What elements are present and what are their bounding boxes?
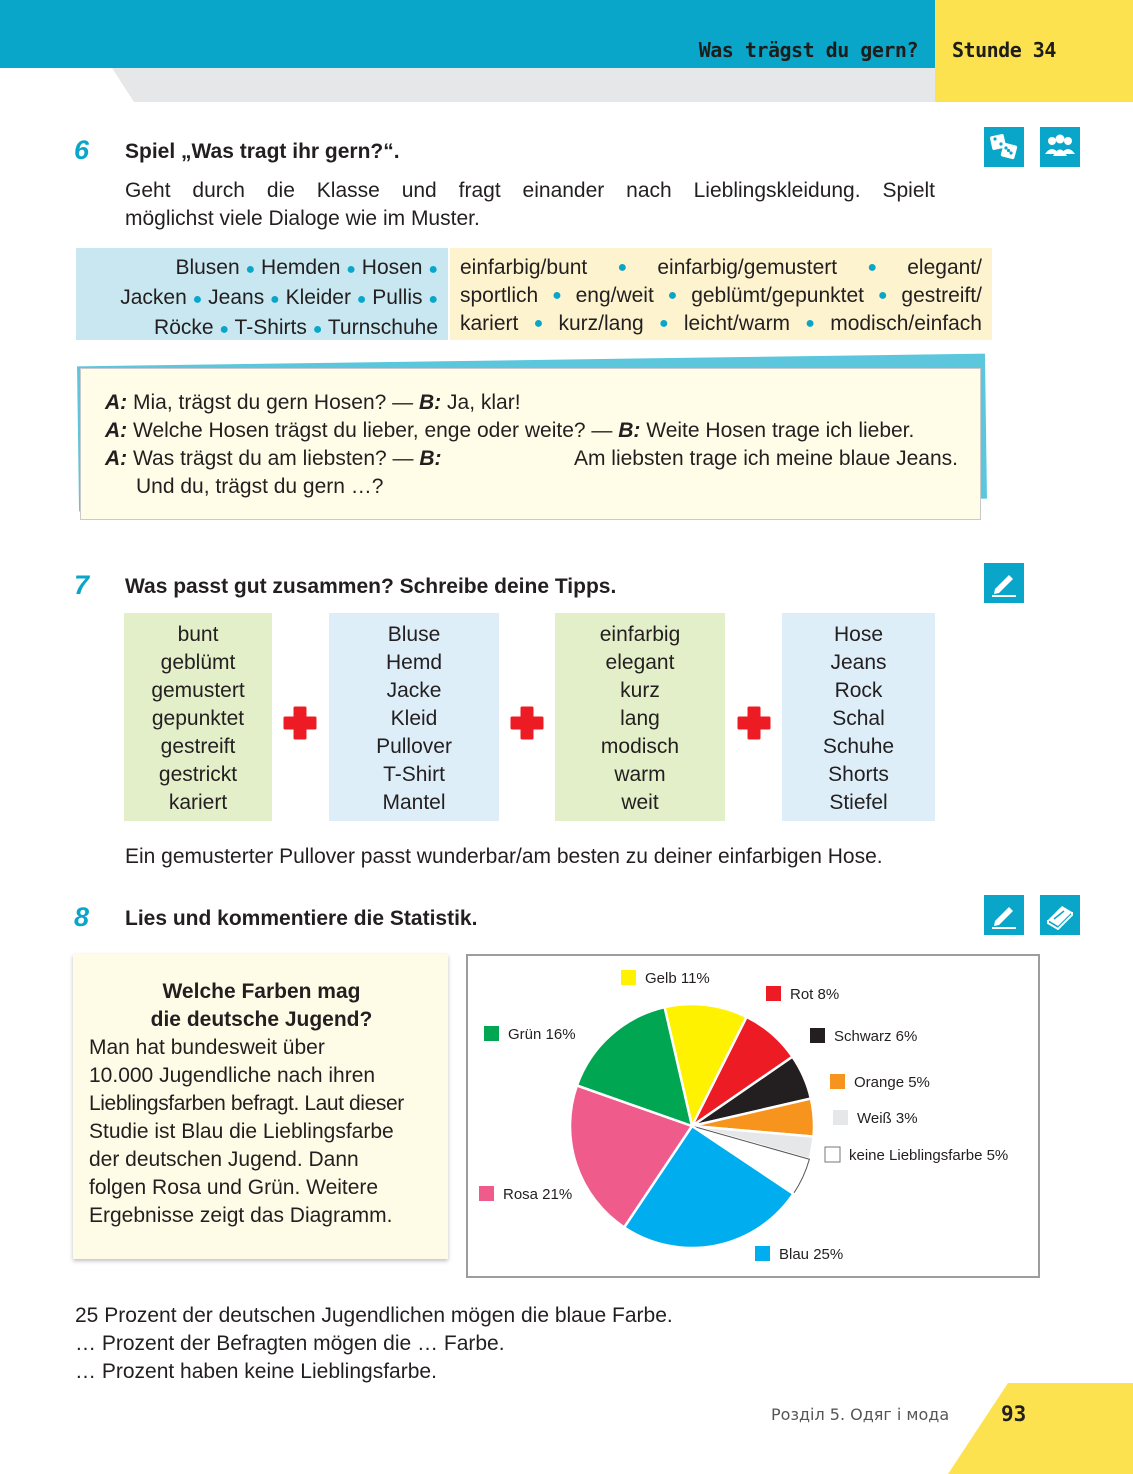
lesson-number: Stunde 34 [952, 38, 1056, 62]
footer-section-title: Розділ 5. Одяг і мода [771, 1405, 950, 1424]
clothes-line: Blusen ● Hemden ● Hosen ● [175, 256, 438, 279]
page-topic: Was trägst du gern? [698, 38, 918, 62]
box-line: Lieblingsfarben befragt. Laut dieser [89, 1092, 404, 1115]
dialog-line: A: Mia, trägst du gern Hosen? — B: Ja, klar! [105, 391, 521, 414]
slice-label: keine Lieblingsfarbe 5% [849, 1147, 1009, 1164]
task-7-example: Ein gemusterter Pullover passt wunderbar/am besten zu deiner einfarbigen Hose. [125, 845, 883, 868]
plus-icon [283, 706, 317, 740]
legend-swatch [755, 1246, 770, 1261]
clothes-line: Röcke ● T-Shirts ● Turnschuhe [154, 316, 438, 339]
box-line: Ergebnisse zeigt das Diagramm. [89, 1204, 393, 1227]
box-line: der deutschen Jugend. Dann [89, 1148, 359, 1171]
legend-swatch [484, 1026, 499, 1041]
task-7-title: Was passt gut zusammen? Schreibe deine Tipps. [125, 575, 617, 598]
adjective-vocabulary-box [450, 248, 992, 340]
word-column-adjectives-2: einfarbig elegant kurz lang modisch warm weit [555, 613, 725, 821]
adjective-line: einfarbig/bunt ● einfarbig/gemustert ● elegant/ [460, 256, 982, 279]
page-number: 93 [1001, 1402, 1027, 1426]
box-heading: Welche Farben mag [162, 980, 361, 1003]
legend-swatch [810, 1028, 825, 1043]
pencil-icon [984, 895, 1024, 935]
pie-chart-frame [466, 954, 1040, 1278]
dialog-line: Und du, trägst du gern …? [136, 475, 384, 498]
task-6-number: 6 [74, 135, 90, 165]
task-7-number: 7 [74, 570, 90, 600]
task-8-answer-lines [75, 1302, 673, 1386]
word-column-clothes-2: Hose Jeans Rock Schal Schuhe Shorts Stiefel [782, 613, 935, 821]
slice-label: Gelb 11% [645, 970, 710, 987]
slice-label: Rosa 21% [503, 1186, 573, 1203]
group-icon [1040, 127, 1080, 167]
plus-icon [510, 706, 544, 740]
box-line: Man hat bundesweit über [89, 1036, 325, 1059]
word-column-adjectives-1: bunt geblümt gemustert gepunktet gestreift gestrickt kariert [124, 613, 272, 821]
slice-label: Orange 5% [854, 1074, 930, 1091]
task-6-instruction-line-2: möglichst viele Dialoge wie im Muster. [125, 207, 480, 230]
pie-chart [468, 956, 1038, 1276]
footer-page-tab [948, 1383, 1133, 1474]
clothes-vocabulary-box [76, 248, 448, 340]
legend-swatch [479, 1186, 494, 1201]
answer-line: … Prozent der Befragten mögen die … Farbe. [75, 1332, 505, 1355]
task-8-title: Lies und kommentiere die Statistik. [125, 907, 478, 930]
dialog-line: A: Was trägst du am liebsten? — B: Am liebsten trage ich meine blaue Jeans. [105, 447, 958, 470]
dialog-line: A: Welche Hosen trägst du lieber, enge oder weite? — B: Weite Hosen trage ich lieber. [105, 419, 915, 442]
answer-line: … Prozent haben keine Lieblingsfarbe. [75, 1360, 437, 1383]
answer-line: 25 Prozent der deutschen Jugendlichen mögen die blaue Farbe. [75, 1304, 673, 1327]
box-line: folgen Rosa und Grün. Weitere [89, 1176, 379, 1199]
dice-icon [984, 127, 1024, 167]
box-line: 10.000 Jugendliche nach ihren [89, 1064, 376, 1087]
plus-icon [737, 706, 771, 740]
slice-label: Schwarz 6% [834, 1028, 918, 1045]
task-8-number: 8 [74, 902, 90, 932]
slice-label: Grün 16% [508, 1026, 576, 1043]
task-6-instruction-line-1: Geht durch die Klasse und fragt einander nach Lieblingskleidung. Spielt [125, 179, 935, 202]
book-icon [1040, 895, 1080, 935]
legend-swatch [833, 1110, 848, 1125]
box-line: Studie ist Blau die Lieblingsfarbe [89, 1120, 394, 1143]
adjective-line: sportlich ● eng/weit ● geblümt/gepunktet ● gestreift/ [460, 284, 982, 307]
legend-swatch [825, 1147, 840, 1162]
statistics-text-box [73, 954, 448, 1259]
legend-swatch [830, 1074, 845, 1089]
slice-label: Weiß 3% [857, 1110, 918, 1127]
clothes-line: Jacken ● Jeans ● Kleider ● Pullis ● [120, 286, 438, 309]
dialog-sample-card [80, 368, 981, 520]
slice-label: Blau 25% [779, 1246, 844, 1263]
word-column-clothes-1: Bluse Hemd Jacke Kleid Pullover T-Shirt Mantel [329, 613, 499, 821]
legend-swatch [621, 970, 636, 985]
adjective-line: kariert ● kurz/lang ● leicht/warm ● modisch/einfach [460, 312, 982, 335]
pencil-icon [984, 563, 1024, 603]
legend-swatch [766, 986, 781, 1001]
slice-label: Rot 8% [790, 986, 840, 1003]
box-heading: die deutsche Jugend? [150, 1008, 373, 1031]
header-shadow-band [112, 68, 935, 102]
task-6-title: Spiel „Was tragt ihr gern?“. [125, 140, 400, 163]
